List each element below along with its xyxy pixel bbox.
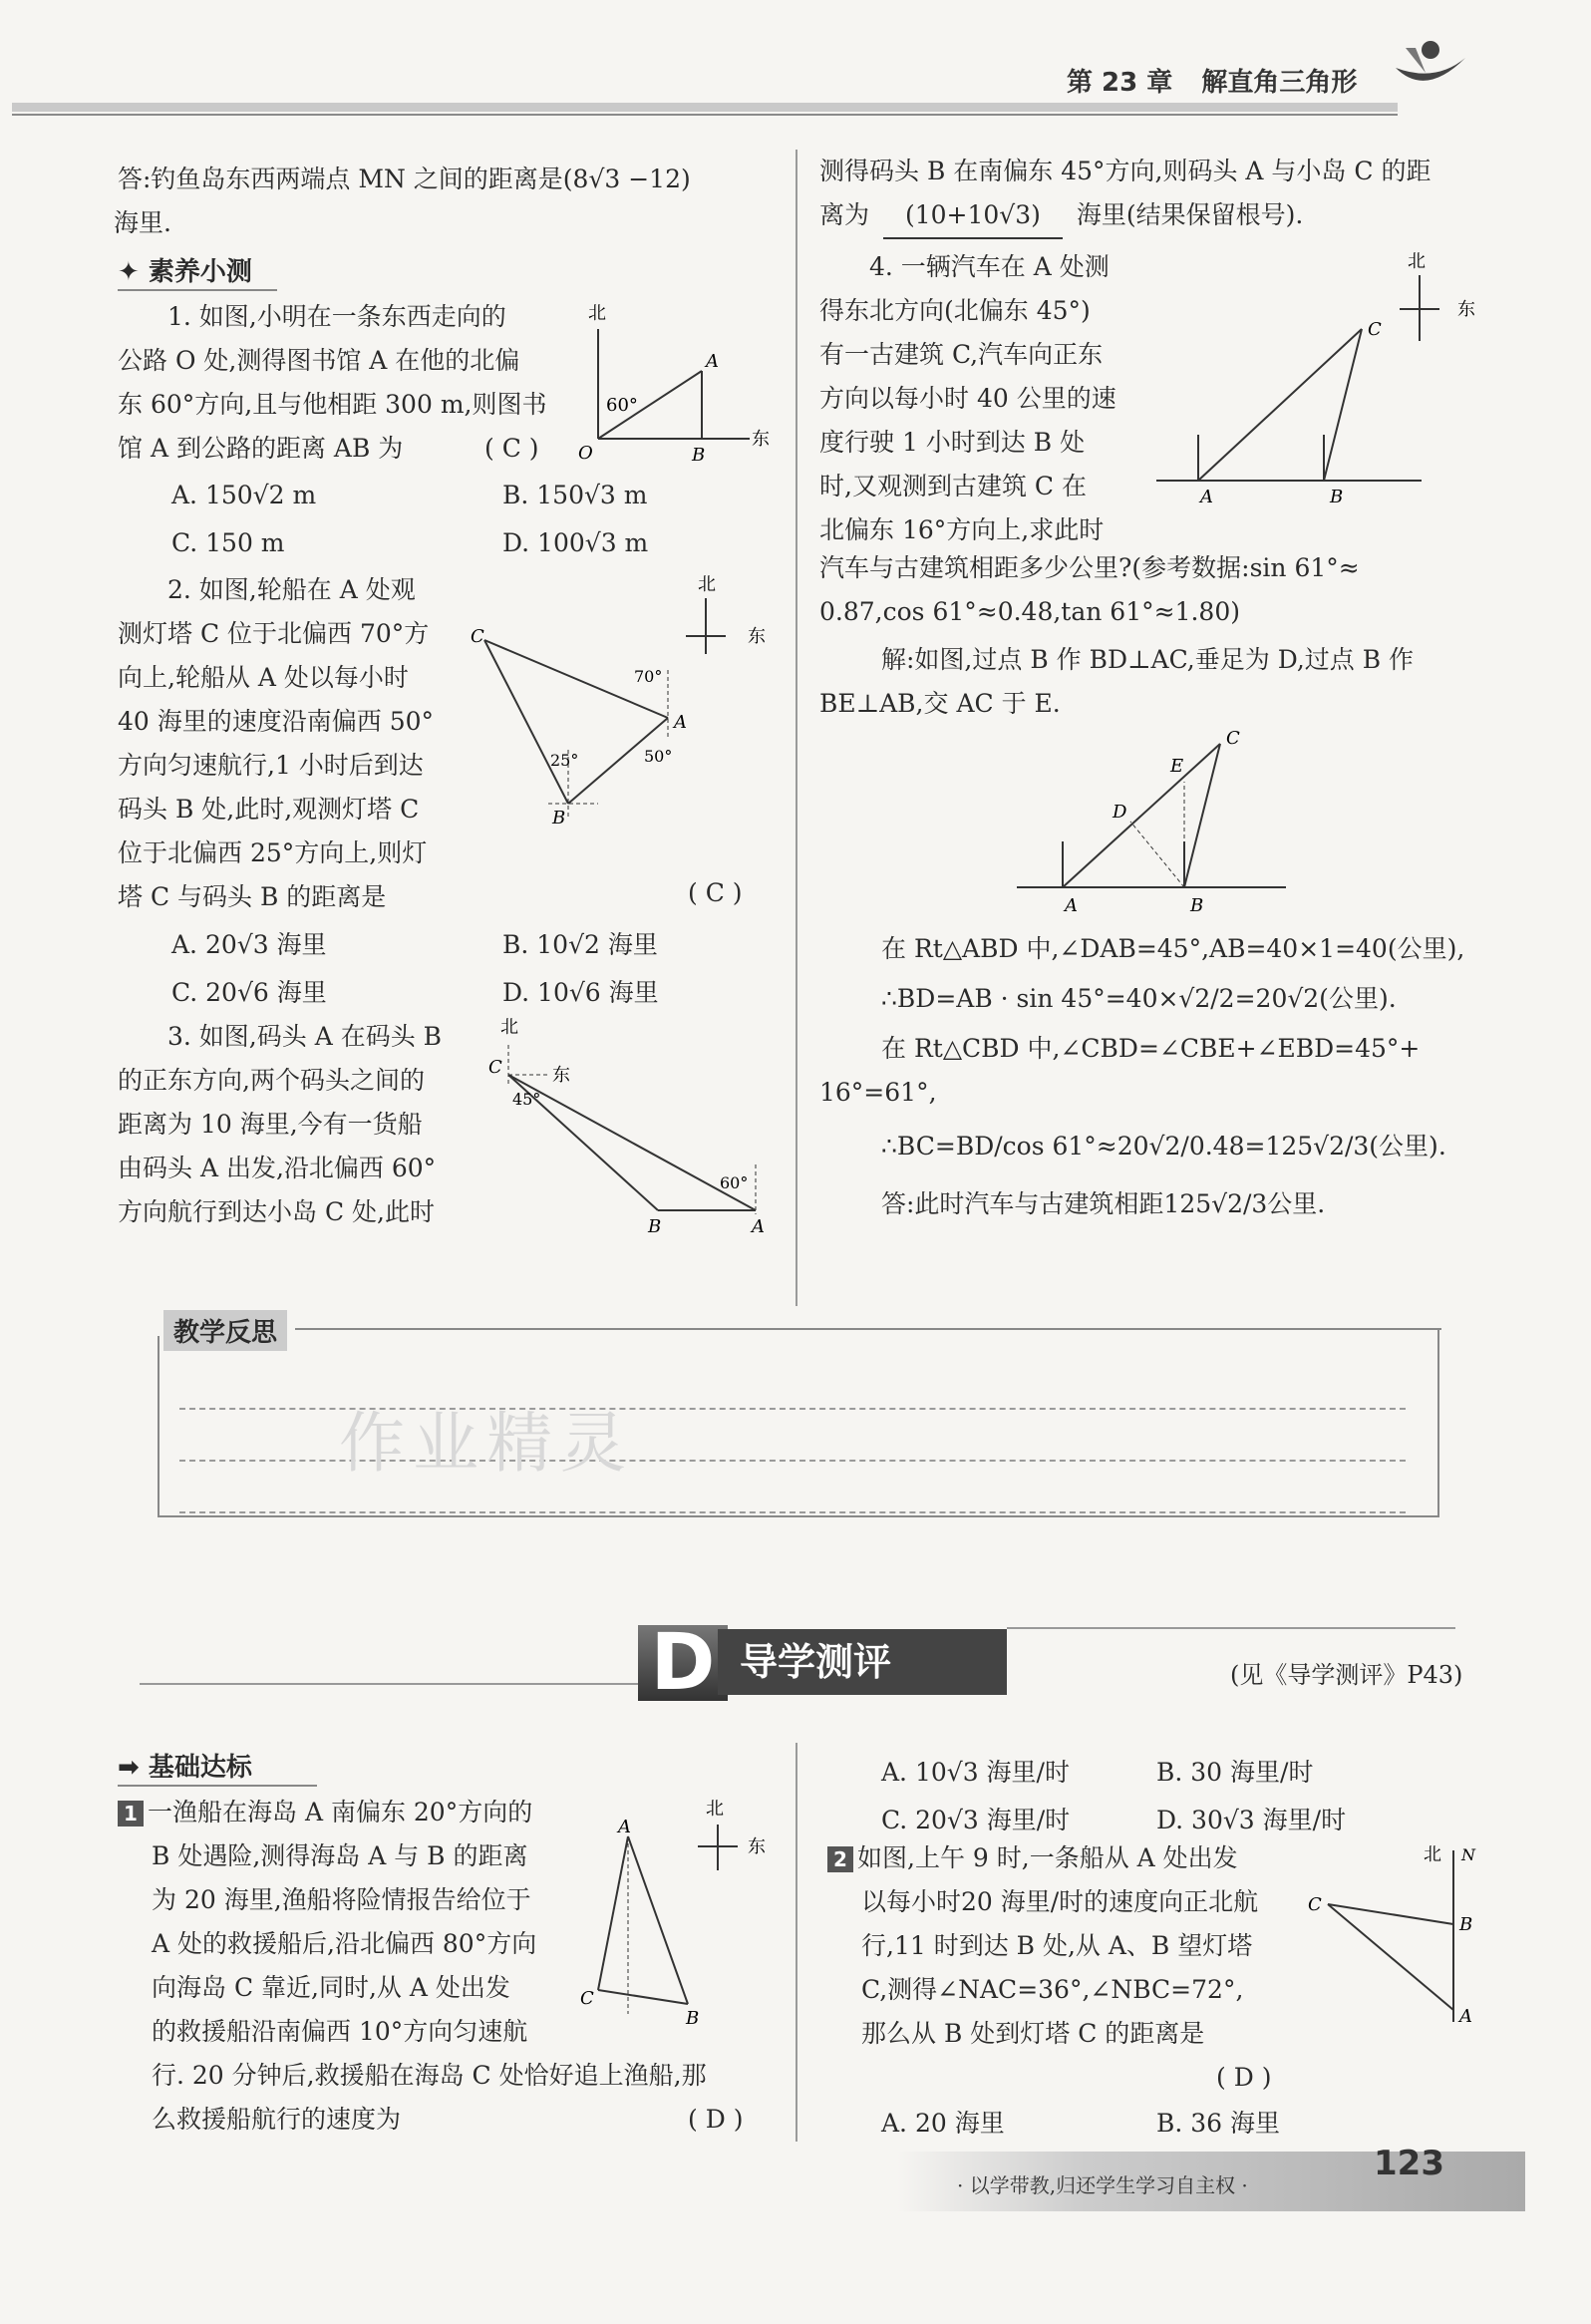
header-rule — [12, 103, 1398, 112]
svg-text:B: B — [692, 445, 706, 466]
column-divider — [796, 150, 797, 1306]
svg-text:B: B — [552, 808, 566, 829]
question-2: 2. 如图,轮船在 A 处观 测灯塔 C 位于北偏西 70°方 向上,轮船从 A 处以每小时 40 海里的速度沿南偏西 50° 方向匀速航行,1 小时后到达 码头 B 处,此时,观测灯塔 C 位于北偏西 25°方向上,则灯 塔 C 与码头 B 的距离是 — [118, 575, 435, 911]
basic-label: ➡ 基础达标 — [118, 1753, 252, 1783]
svg-text:北: 北 — [706, 1799, 724, 1820]
basic-q1-option-c: C. 20√3 海里/时 — [881, 1806, 1071, 1834]
q1-option-a: A. 150√2 m — [171, 481, 317, 509]
svg-text:北: 北 — [588, 303, 606, 324]
basic-q1-option-d: D. 30√3 海里/时 — [1156, 1806, 1347, 1834]
svg-text:O: O — [578, 443, 593, 464]
chapter-header — [1067, 62, 1357, 99]
svg-text:B: B — [686, 2008, 700, 2029]
svg-text:C: C — [471, 626, 484, 647]
q2-option-d: D. 10√6 海里 — [502, 978, 659, 1007]
q3-continued: 测得码头 B 在南偏东 45°方向,则码头 A 与小岛 C 的距 离为 (10+10√3) 海里(结果保留根号). — [819, 150, 1477, 239]
figure-q3 — [488, 1015, 788, 1234]
q2-option-a: A. 20√3 海里 — [171, 930, 327, 959]
basic-q2-option-b: B. 36 海里 — [1156, 2109, 1281, 2138]
logo-icon — [1386, 28, 1475, 108]
reflection-label: 教学反思 — [163, 1310, 287, 1351]
figure-basic-q1 — [578, 1795, 778, 2034]
chapter-number: 第 23 章 — [1067, 68, 1173, 98]
svg-text:C: C — [488, 1057, 502, 1078]
footer-motto: · 以学带教,归还学生学习自主权 · — [957, 2173, 1248, 2197]
svg-text:东: 东 — [1457, 299, 1475, 320]
figure-q2 — [469, 570, 768, 839]
svg-text:A: A — [1459, 2006, 1472, 2027]
svg-text:C: C — [1368, 319, 1382, 340]
answer-prev: 答:钓鱼岛东西两端点 MN 之间的距离是(8√3 −12) 海里. — [114, 165, 691, 237]
svg-text:北: 北 — [698, 574, 716, 595]
svg-text:60°: 60° — [606, 395, 638, 416]
q2-option-c: C. 20√6 海里 — [171, 978, 327, 1007]
svg-text:N: N — [1461, 1845, 1475, 1864]
basic-q1-option-a: A. 10√3 海里/时 — [881, 1758, 1070, 1787]
svg-text:北: 北 — [500, 1017, 518, 1038]
basic-q2-option-a: A. 20 海里 — [881, 2109, 1005, 2138]
svg-text:70°: 70° — [634, 667, 663, 686]
svg-text:A: A — [618, 1817, 631, 1837]
svg-text:A: A — [706, 351, 719, 372]
svg-text:B: B — [1330, 487, 1344, 507]
q1-option-d: D. 100√3 m — [502, 528, 649, 557]
watermark: 作业精灵 — [339, 1405, 634, 1482]
svg-text:C: C — [580, 1988, 594, 2009]
svg-text:北: 北 — [1408, 251, 1426, 272]
svg-text:25°: 25° — [550, 751, 579, 770]
svg-text:东: 东 — [748, 626, 766, 647]
question-3: 3. 如图,码头 A 在码头 B 的正东方向,两个码头之间的 距离为 10 海里,今有一货船 由码头 A 出发,沿北偏西 60° 方向航行到达小岛 C 处,此时 — [118, 1022, 443, 1226]
solution-intro: 解:如图,过点 B 作 BD⊥AC,垂足为 D,过点 B 作 BE⊥AB,交 AC 于 E. — [819, 645, 1415, 718]
page-number: 123 — [1374, 2144, 1444, 2183]
svg-text:50°: 50° — [644, 747, 673, 766]
q1-option-c: C. 150 m — [171, 528, 285, 557]
figure-q1 — [570, 299, 770, 469]
svg-text:D: D — [1113, 802, 1127, 823]
svg-text:B: B — [1190, 895, 1204, 916]
svg-text:B: B — [1459, 1914, 1473, 1935]
section-d-letter: D — [638, 1625, 728, 1701]
figure-solution — [1007, 722, 1306, 921]
chapter-title: 解直角三角形 — [1201, 68, 1358, 98]
figure-basic-q2 — [1304, 1842, 1483, 2042]
svg-text:东: 东 — [752, 429, 770, 450]
svg-text:E: E — [1170, 756, 1184, 777]
svg-text:C: C — [1308, 1894, 1322, 1915]
q2-answer: ( C ) — [688, 878, 743, 907]
basic-q1-answer: ( D ) — [688, 2105, 744, 2134]
solution-steps: 在 Rt△ABD 中,∠DAB=45°,AB=40×1=40(公里), ∴BD=AB · sin 45°=40×√2/2=20√2(公里). 在 Rt△CBD 中,∠CBD=∠CBE+∠EBD=45°+ 16°=61°, ∴BC=BD/cos 61°≈20√2/0.48=125√2/3(公里). 答:此时汽车与古建筑相距125√2/3公里. — [819, 934, 1465, 1218]
basic-q1-option-b: B. 30 海里/时 — [1156, 1758, 1314, 1787]
q3-answer-blank: (10+10√3) — [883, 193, 1063, 239]
svg-text:A: A — [752, 1216, 765, 1234]
svg-text:B: B — [648, 1216, 662, 1234]
basic-question-2: 2 如图,上午 9 时,一条船从 A 处出发 以每小时20 海里/时的速度向正北航 行,11 时到达 B 处,从 A、B 望灯塔 C,测得∠NAC=36°,∠NBC=72°, 那么从 B 处到灯塔 C 的距离是 — [827, 1836, 1306, 2056]
basic-question-1: 1 一渔船在海岛 A 南偏东 20°方向的 B 处遇险,测得海岛 A 与 B 的距离 为 20 海里,渔船将险情报告给位于 A 处的救援船后,沿北偏西 80°方向 向海岛 C 靠近,同时,从 A 处出发 的救援船沿南偏西 10°方向匀速航 行. 20 分钟后,救援船在海岛 C 处恰好追上渔船,那 么救援船航行的速度为 — [118, 1791, 776, 2142]
svg-text:A: A — [1200, 487, 1213, 507]
header-rule-thin — [12, 114, 1398, 116]
figure-q4 — [1146, 245, 1485, 514]
svg-text:A: A — [674, 712, 687, 733]
q1-option-b: B. 150√3 m — [502, 481, 648, 509]
arrow-icon: ➡ — [118, 1753, 140, 1783]
q4-tail: 汽车与古建筑相距多少公里?(参考数据:sin 61°≈ 0.87,cos 61°≈0.48,tan 61°≈1.80) — [819, 553, 1360, 626]
diamond-icon: ✦ — [118, 257, 140, 287]
svg-text:A: A — [1065, 895, 1078, 916]
svg-text:60°: 60° — [720, 1173, 749, 1192]
q1-answer: ( C ) — [484, 434, 539, 463]
basic-q2-answer: ( D ) — [1216, 2063, 1272, 2092]
svg-text:东: 东 — [552, 1065, 570, 1086]
section-d-title: 导学测评 — [718, 1629, 1007, 1695]
section-d-ref: (见《导学测评》P43) — [1230, 1661, 1463, 1689]
svg-text:北: 北 — [1424, 1844, 1441, 1865]
question-4: 4. 一辆汽车在 A 处测 得东北方向(北偏东 45°) 有一古建筑 C,汽车向正东 方向以每小时 40 公里的速 度行驶 1 小时到达 B 处 时,又观测到古建筑 C 在 北偏东 16°方向上,求此时 — [819, 252, 1116, 544]
q2-option-b: B. 10√2 海里 — [502, 930, 658, 959]
question-1: 1. 如图,小明在一条东西走向的 公路 O 处,测得图书馆 A 在他的北偏 东 60°方向,且与他相距 300 m,则图书 馆 A 到公路的距离 AB 为 — [118, 302, 547, 463]
svg-text:45°: 45° — [512, 1090, 541, 1109]
svg-text:东: 东 — [748, 1836, 766, 1857]
svg-text:C: C — [1226, 728, 1240, 749]
section-label-literacy: ✦ 素养小测 — [118, 257, 252, 287]
